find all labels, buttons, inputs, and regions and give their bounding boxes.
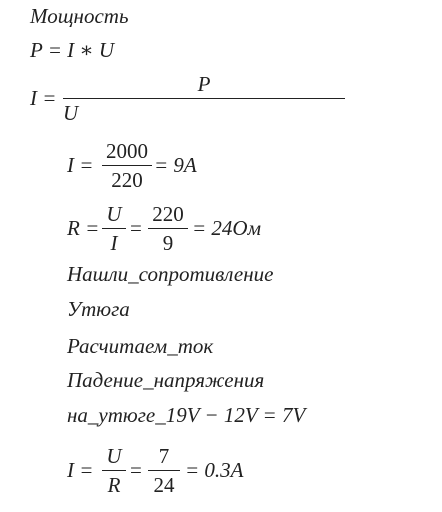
fraction-denominator: I (110, 231, 118, 256)
equals-sign: = (130, 216, 142, 240)
fraction-bar (148, 228, 188, 229)
note-iron: Утюга (67, 297, 130, 321)
calc-final-current-lhs: I = (67, 458, 94, 482)
heading-power: Мощность (30, 4, 129, 28)
fraction-numerator: U (106, 444, 122, 468)
formula-current-lhs: I = (30, 86, 57, 110)
fraction-bar (102, 228, 126, 229)
calc-resistance-fraction-1 (102, 204, 126, 254)
fraction-bar (148, 470, 180, 471)
fraction-numerator: P (197, 72, 211, 96)
calc-resistance-lhs: R = (67, 216, 100, 240)
note-found-resistance: Нашли_сопротивление (67, 262, 274, 286)
calc-resistance-fraction-2 (148, 204, 188, 254)
fraction-numerator: 2000 (106, 139, 148, 163)
formula-voltage-drop: на_утюге_19V − 12V = 7V (67, 403, 306, 427)
fraction-bar (63, 98, 345, 99)
note-calc-current: Расчитаем_ток (67, 334, 214, 358)
fraction-denominator: 9 (162, 231, 174, 256)
formula-power: P = I ∗ U (30, 38, 115, 62)
fraction-numerator: U (106, 202, 122, 226)
fraction-numerator: 7 (158, 444, 170, 468)
fraction-numerator: 220 (152, 202, 184, 226)
calc-current-lhs: I = (67, 153, 94, 177)
formula-current-fraction (63, 74, 345, 124)
fraction-denominator: R (107, 473, 121, 498)
calc-resistance-result: = 24Ом (192, 216, 261, 240)
calc-final-fraction-1 (102, 446, 126, 496)
note-voltage-drop: Падение_напряжения (67, 368, 265, 392)
calc-current-result: = 9A (154, 153, 197, 177)
fraction-denominator: U (63, 101, 79, 126)
calc-final-current-result: = 0.3A (185, 458, 244, 482)
fraction-bar (102, 470, 126, 471)
fraction-denominator: 220 (111, 168, 143, 193)
fraction-bar (102, 165, 152, 166)
equals-sign: = (130, 458, 142, 482)
calc-current-fraction (102, 141, 152, 191)
calc-final-fraction-2 (148, 446, 180, 496)
fraction-denominator: 24 (153, 473, 175, 498)
